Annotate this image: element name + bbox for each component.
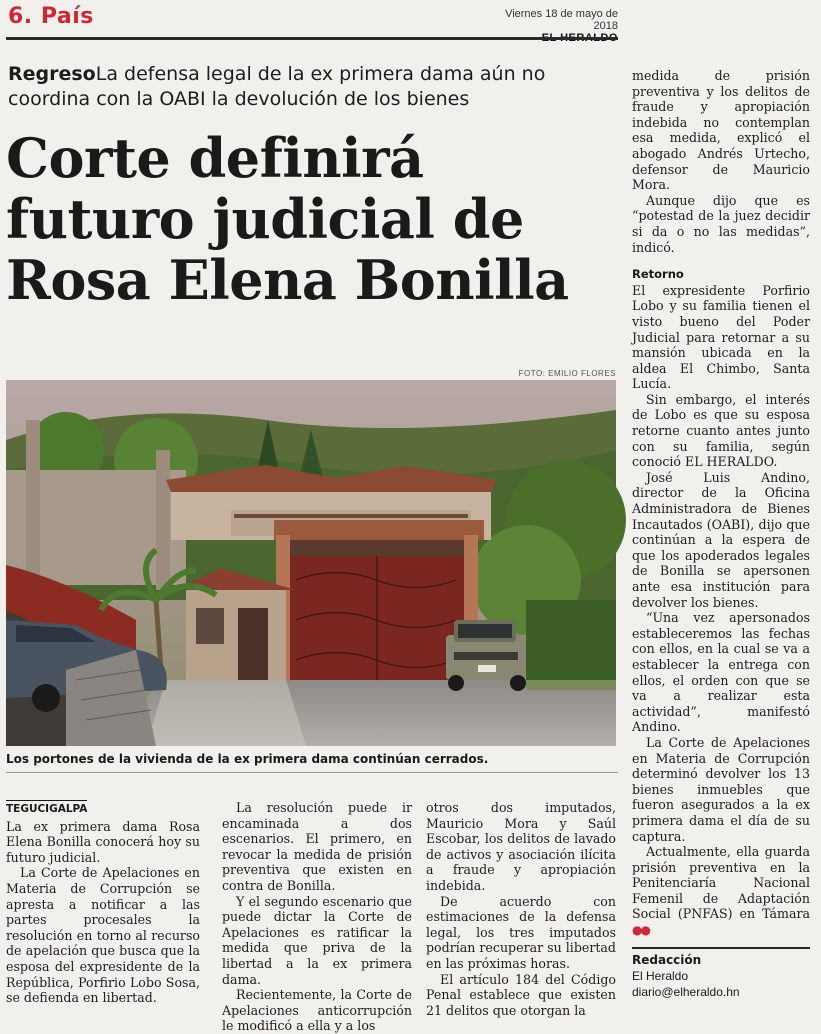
paragraph: Sin embargo, el interés de Lobo es que su esposa retorne cuanto antes junto con su familia, según conoció EL HERALDO. [632,391,810,470]
headline-line-2: futuro judicial de [6,187,524,251]
section-label: 6. País [8,4,94,29]
article-column-2 [222,800,412,1034]
paragraph: La Corte de Apelaciones en Materia de Corrupción se apresta a notificar a las partes procesales la resolución en torno al recurso de apelación que busca que la esposa del expresidente de la República, Porfirio Lobo Sosa, se defienda en libertad. [6,865,200,1006]
final-paragraph-text: Actualmente, ella guarda prisión preventiva en la Penitenciaría Nacional Femenil de Adaptación Social (PNFAS) en Támara [632,844,810,922]
headline-line-1: Corte definirá [6,126,424,190]
header-rule [6,37,618,40]
headline-line-3: Rosa Elena Bonilla [6,248,569,312]
paragraph: El artículo 184 del Código Penal establece que existen 21 delitos que otorgan la [426,971,616,1018]
paragraph: Recientemente, la Corte de Apelaciones anticorrupción le modificó a ella y a los [222,987,412,1034]
kicker-label: Regreso [8,63,96,85]
subhead-retorno: Retorno [632,267,684,282]
photo-credit: FOTO: EMILIO FLORES [518,369,616,378]
photo-caption: Los portones de la vivienda de la ex primera dama continúan cerrados. [6,752,489,766]
paragraph: De acuerdo con estimaciones de la defensa legal, los tres imputados podrían recuperar su libertad en las próximas horas. [426,893,616,971]
article-column-3 [426,800,616,1018]
paragraph: El expresidente Porfirio Lobo y su familia tienen el visto bueno del Poder Judicial para retornar a su mansión ubicada en la aldea El Chimbo, Santa Lucía. [632,282,810,392]
house-gate-illustration [6,380,616,746]
end-mark-icon: ●● [632,923,649,938]
paragraph: José Luis Andino, director de la Oficina Administradora de Bienes Incautados (OABI), dijo que continúan a la espera de que los apoderados legales de Bonilla se apersonen ante esa institución para devolver los bienes. [632,469,810,610]
byline-email: diario@elheraldo.hn [632,985,740,1000]
paragraph: Y el segundo escenario que puede dictar la Corte de Apelaciones es ratificar la medida que priva de la libertad a la ex primera dama. [222,893,412,987]
kicker [8,62,618,112]
paragraph: La ex primera dama Rosa Elena Bonilla conocerá hoy su futuro judicial. [6,818,200,865]
paragraph: medida de prisión preventiva y los delitos de fraude y apropiación indebida no contemplan esa medida, explicó el abogado Andrés Urtecho, defensor de Mauricio Mora. [632,68,810,193]
paragraph: Aunque dijo que es “potestad de la juez decidir si da o no las medidas”, indicó. [632,192,810,255]
caption-rule [6,772,618,773]
paragraph: “Una vez apersonados estableceremos las fechas con ellos, en la cual se va a establecer la entrega con ellos, el orden con que se va a realizar esta actividad”, manifestó Andino. [632,610,810,735]
paragraph-final [632,844,810,939]
paragraph: La resolución puede ir encaminada a dos escenarios. El primero, en revocar la medida de prisión preventiva que existen en contra de Bonilla. [222,800,412,893]
issue-date: Viernes 18 de mayo de 2018 [505,8,618,32]
paragraph: La Corte de Apelaciones en Materia de Corrupción determinó devolver los 13 bienes inmuebles que fueron asegurados a la ex primera dama el día de su captura. [632,734,810,844]
byline-outlet: El Heraldo [632,969,689,984]
article-photo [6,380,616,746]
article-column-4 [632,68,810,1000]
dateline: TEGUCIGALPA [6,800,87,818]
byline-label: Redacción [632,952,702,967]
paragraph: otros dos imputados, Mauricio Mora y Saúl Escobar, los delitos de lavado de activos y asociación ilícita a fraude y apropiación indebida. [426,800,616,893]
kicker-text: La defensa legal de la ex primera dama aún no coordina con la OABI la devolución de los bienes [8,63,546,110]
headline [6,128,618,311]
byline-rule [632,947,810,949]
article-column-1 [6,800,200,1006]
